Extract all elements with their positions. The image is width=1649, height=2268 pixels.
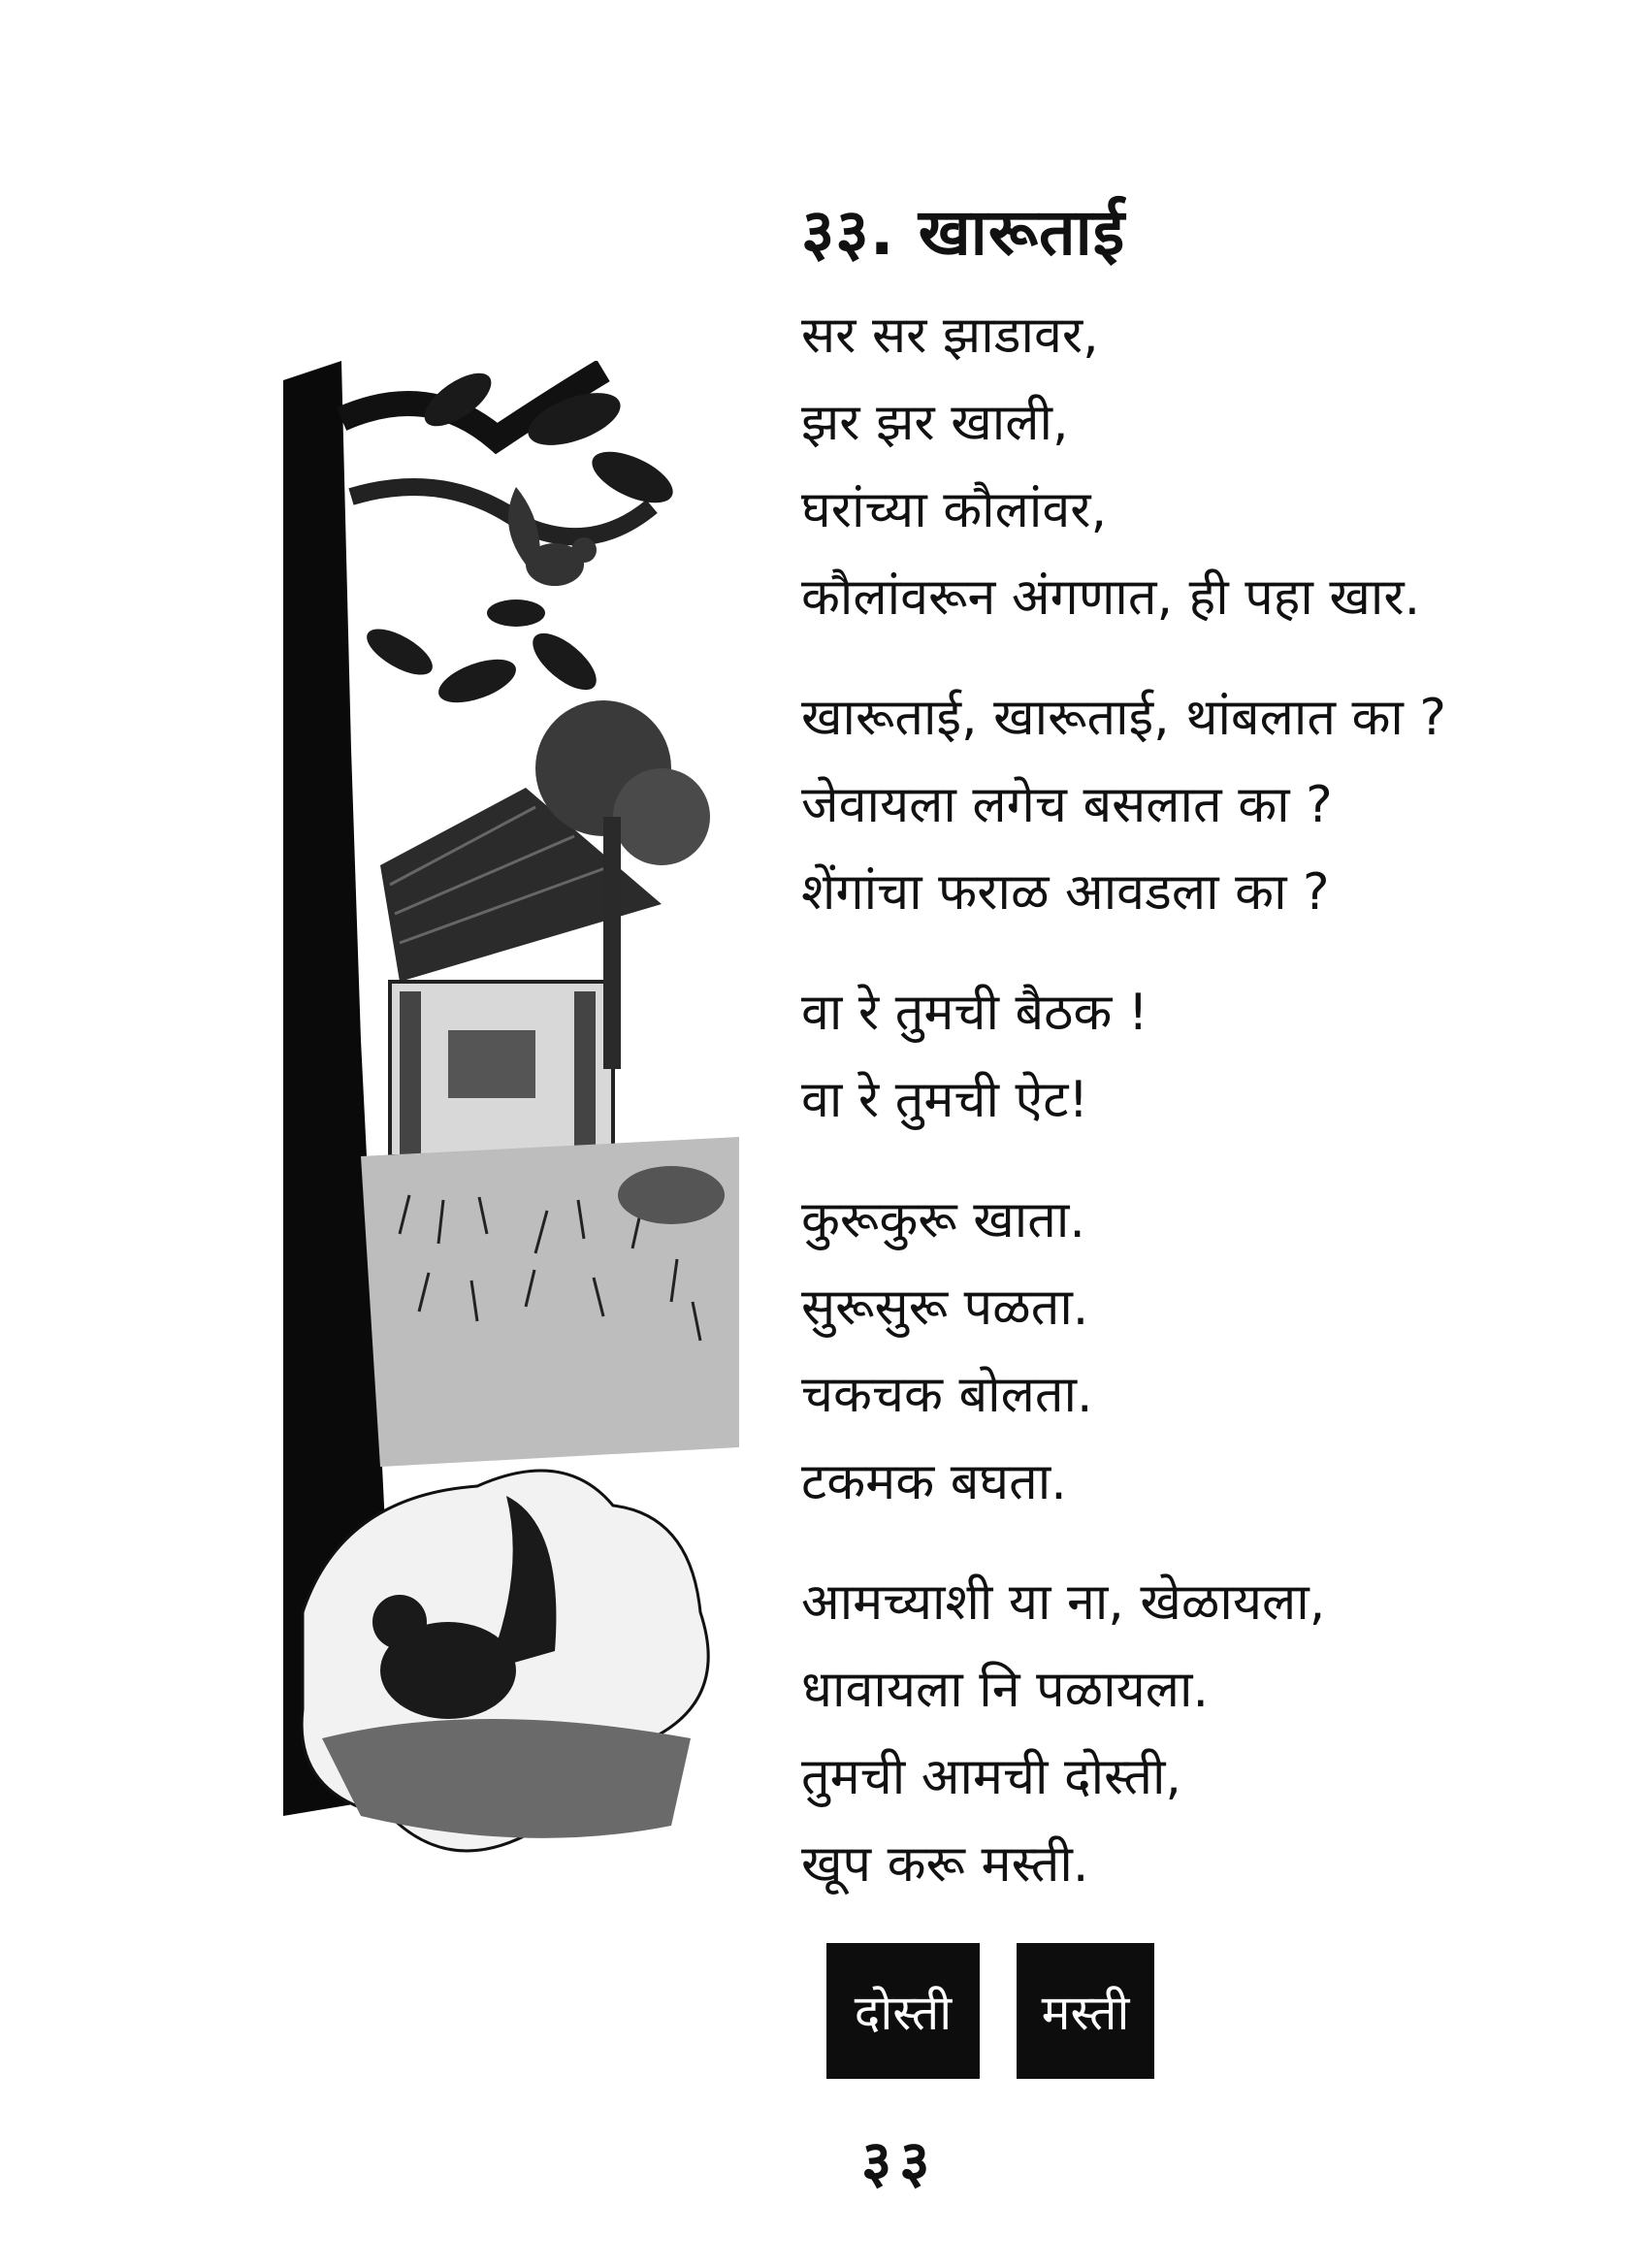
stanza-2 bbox=[801, 674, 1577, 936]
poem-line: कुरूकुरू खाता. bbox=[801, 1191, 1085, 1250]
poem-line: जेवायला लगेच बसलात का ? bbox=[801, 776, 1333, 835]
poem-line: चकचक बोलता. bbox=[801, 1366, 1093, 1425]
poem-line: तुमची आमची दोस्ती, bbox=[801, 1748, 1181, 1807]
poem-line: टकमक बघता. bbox=[801, 1453, 1067, 1512]
stanza-1 bbox=[801, 292, 1577, 641]
poem-line: वा रे तुमची बैठक ! bbox=[801, 984, 1148, 1043]
stanza-4 bbox=[801, 1177, 1577, 1526]
stanza-3 bbox=[801, 969, 1577, 1144]
poem-line: झर झर खाली, bbox=[801, 394, 1069, 453]
word-tag-dosti: दोस्ती bbox=[826, 1943, 980, 2079]
squirrel-tree-illustration bbox=[283, 361, 739, 1952]
poem-line: सर सर झाडावर, bbox=[801, 307, 1099, 366]
stanza-5 bbox=[801, 1559, 1577, 1908]
poem-line: कौलांवरून अंगणात, ही पहा खार. bbox=[801, 568, 1421, 628]
poem-line: सुरूसुरू पळता. bbox=[801, 1279, 1089, 1338]
poem-line: घरांच्या कौलांवर, bbox=[801, 481, 1108, 540]
page-number: ३३ bbox=[861, 2128, 938, 2196]
poem-line: खारूताई, खारूताई, थांबलात का ? bbox=[801, 689, 1447, 748]
poem-line: धावायला नि पळायला. bbox=[801, 1661, 1210, 1720]
word-tags bbox=[826, 1943, 1154, 2079]
poem-line: आमच्याशी या ना, खेळायला, bbox=[801, 1573, 1326, 1633]
poem-line: वा रे तुमची ऐट! bbox=[801, 1071, 1089, 1130]
poem-container bbox=[801, 194, 1577, 1941]
lesson-title: ३३. खारूताई bbox=[801, 195, 1126, 270]
word-tag-masti: मस्ती bbox=[1017, 1943, 1154, 2079]
poem-line: शेंगांचा फराळ आवडला का ? bbox=[801, 863, 1330, 923]
poem-line: खूप करू मस्ती. bbox=[801, 1835, 1089, 1895]
